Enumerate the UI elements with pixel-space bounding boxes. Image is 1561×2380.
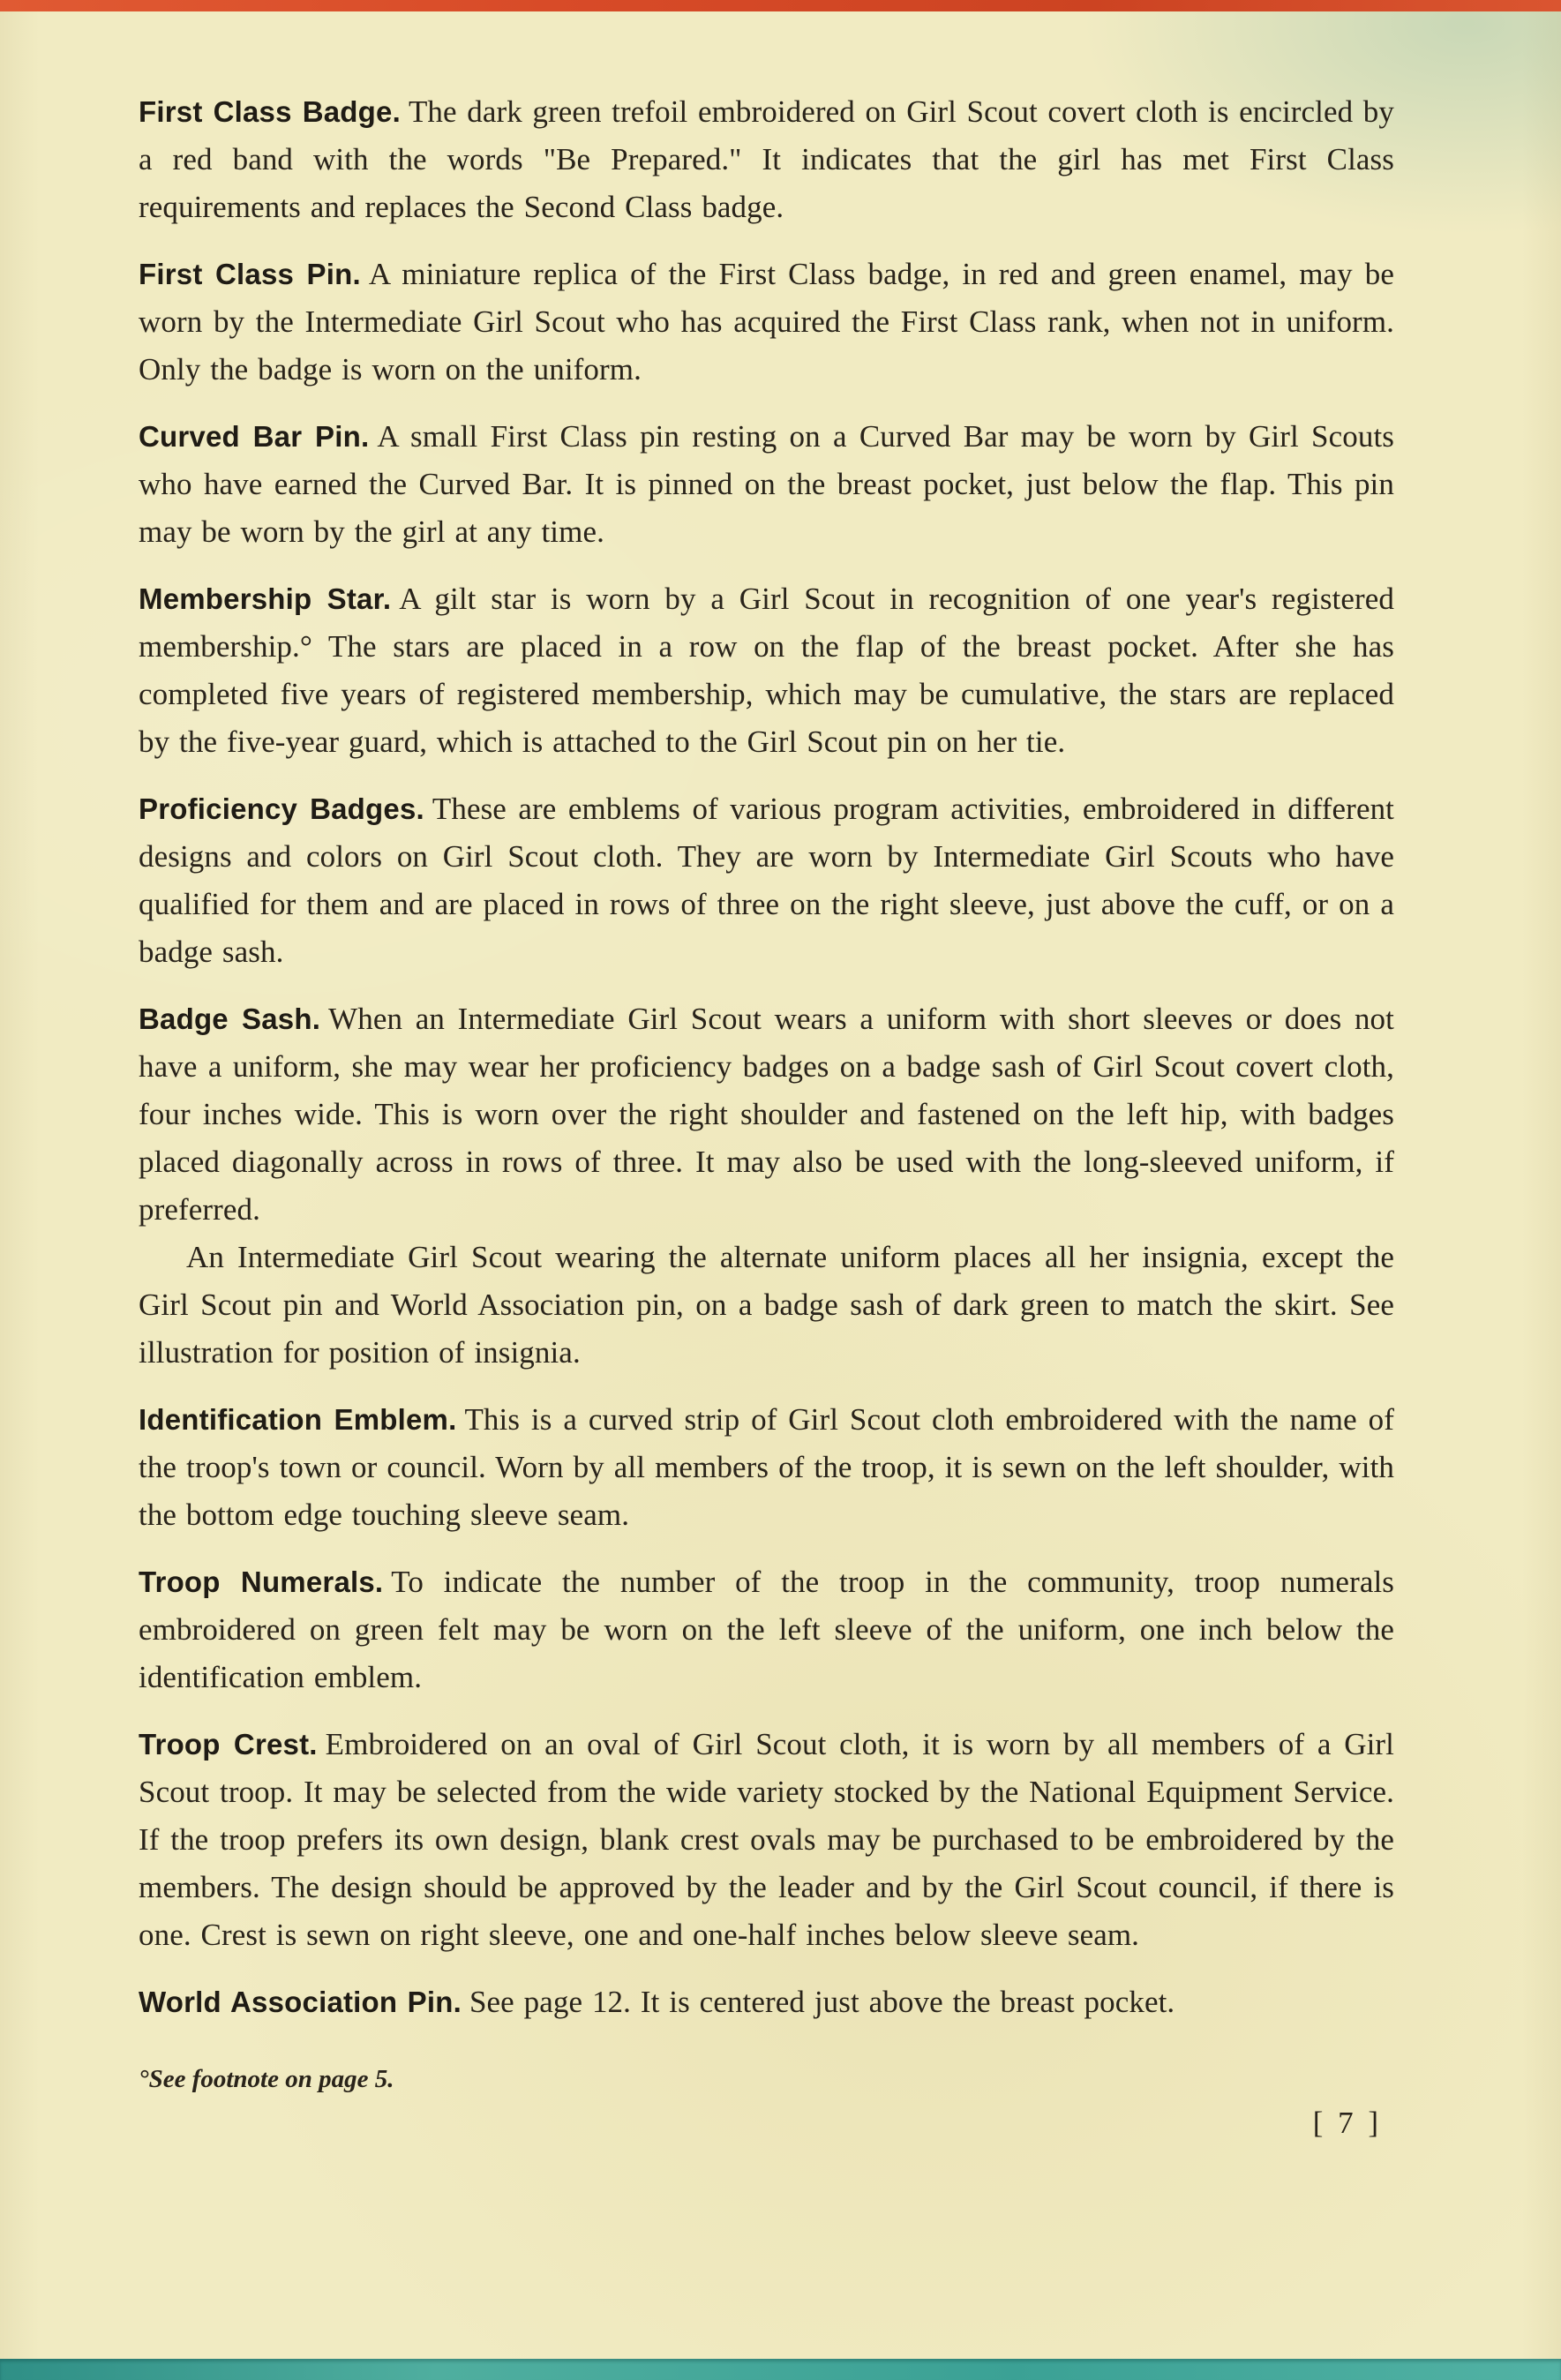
section-badge-sash-continuation [139,1234,1394,1377]
footnote: °See footnote on page 5. [139,2065,394,2093]
section-heading: First Class Pin. [139,258,361,290]
page-number: [ 7 ] [1312,2106,1382,2140]
section-badge-sash [139,995,1394,1377]
section-heading: Identification Emblem. [139,1403,457,1436]
paragraph [139,251,1394,394]
paragraph [139,575,1394,766]
section-heading: Troop Numerals. [139,1565,384,1598]
section-body: To indicate the number of the troop in the community, troop numerals embroidered on green felt may be worn on the left sleeve of the uniform, one inch below the identification emblem. [139,1565,1394,1694]
paragraph [139,785,1394,976]
section-body: The dark green trefoil embroidered on Girl Scout covert cloth is encircled by a red band with the words "Be Prepared." It indicates that the girl has met First Class requirements and replaces the Second Class badge. [139,94,1395,224]
paragraph [139,995,1394,1234]
section-body: A miniature replica of the First Class badge, in red and green enamel, may be worn by the Intermediate Girl Scout who has acquired the First Class rank, when not in uniform. Only the badge is worn on the uniform. [139,257,1394,387]
section-body: These are emblems of various program activities, embroidered in different designs and colors on Girl Scout cloth. They are worn by Intermediate Girl Scouts who have qualified for them and are placed in rows of three on the right sleeve, just above the cuff, or on a badge sash. [139,792,1394,969]
paragraph [139,413,1394,556]
section-body: See page 12. It is centered just above the breast pocket. [469,1985,1175,2019]
section-heading: Badge Sash. [139,1002,321,1035]
section-proficiency-badges [139,785,1394,976]
paragraph [139,1396,1394,1539]
section-heading: First Class Badge. [139,95,401,128]
section-heading: Troop Crest. [139,1728,318,1761]
section-first-class-pin [139,251,1394,394]
paragraph [139,1558,1394,1701]
paragraph [139,88,1394,231]
section-heading: Proficiency Badges. [139,792,424,825]
section-identification-emblem [139,1396,1394,1539]
section-heading: Membership Star. [139,582,392,615]
bottom-edge-strip [0,2359,1561,2380]
section-first-class-badge [139,88,1394,231]
section-curved-bar-pin [139,413,1394,556]
paragraph [139,1721,1394,1959]
paragraph [139,1978,1394,2026]
section-heading: World Association Pin. [139,1986,462,2018]
section-world-association-pin [139,1978,1394,2026]
section-body: Embroidered on an oval of Girl Scout cloth, it is worn by all members of a Girl Scout troop. It may be selected from the wide variety stocked by the National Equipment Service. If the troop prefers its own design, blank crest ovals may be purchased to be embroidered by the members. The design should be approved by the leader and by the Girl Scout council, if there is one. Crest is sewn on right sleeve, one and one-half inches below sleeve seam. [139,1727,1395,1952]
section-membership-star [139,575,1394,766]
section-troop-numerals [139,1558,1394,1701]
section-body: An Intermediate Girl Scout wearing the alternate uniform places all her insignia, except the Girl Scout pin and World Association pin, on a badge sash of dark green to match the skirt. See illustration for position of insignia. [139,1240,1394,1370]
section-heading: Curved Bar Pin. [139,420,370,453]
section-troop-crest [139,1721,1394,1959]
top-edge-strip [0,0,1561,11]
page-content [139,88,1394,2144]
section-body: When an Intermediate Girl Scout wears a uniform with short sleeves or does not have a uniform, she may wear her proficiency badges on a badge sash of Girl Scout covert cloth, four inches wide. This is worn over the right shoulder and fastened on the left hip, with badges placed diagonally across in rows of three. It may also be used with the long-sleeved uniform, if preferred. [139,1002,1394,1227]
section-body: This is a curved strip of Girl Scout cloth embroidered with the name of the troop's town or council. Worn by all members of the troop, it is sewn on the left shoulder, with the bottom edge touching sleeve seam. [139,1402,1394,1532]
section-body: A small First Class pin resting on a Curved Bar may be worn by Girl Scouts who have earned the Curved Bar. It is pinned on the breast pocket, just below the flap. This pin may be worn by the girl at any time. [139,419,1394,549]
section-body: A gilt star is worn by a Girl Scout in recognition of one year's registered membership.° The stars are placed in a row on the flap of the breast pocket. After she has completed five years of registered membership, which may be cumulative, the stars are replaced by the five-year guard, which is attached to the Girl Scout pin on her tie. [139,582,1394,759]
